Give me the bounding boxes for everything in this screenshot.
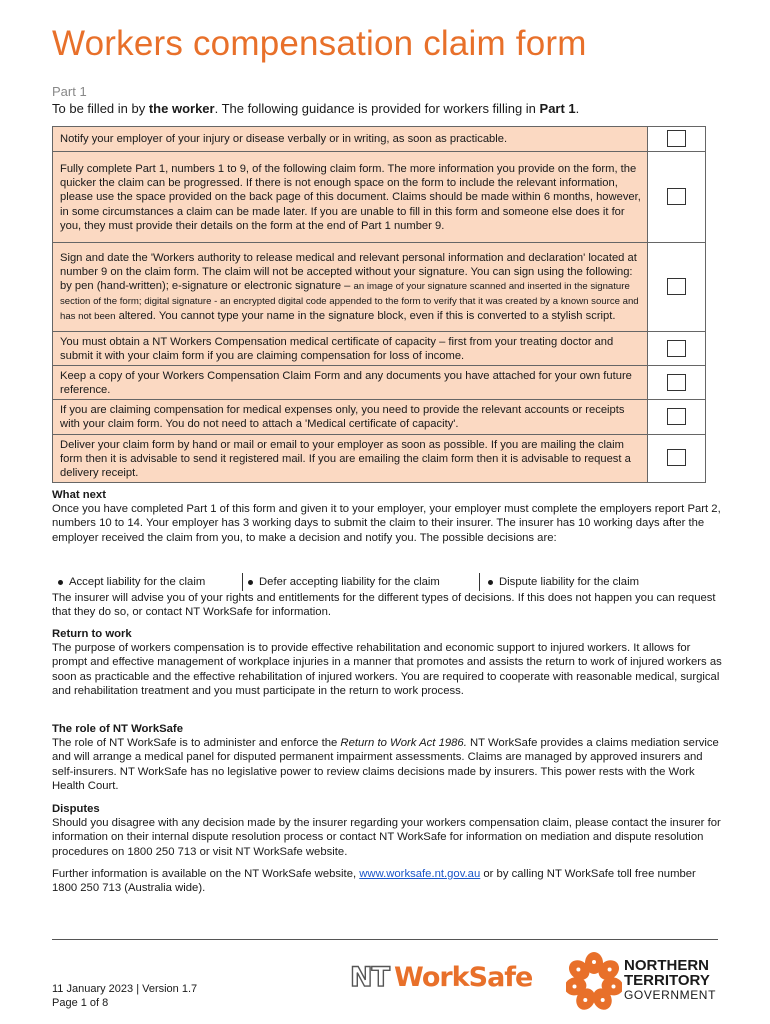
section-body: Once you have completed Part 1 of this form and given it to your employer, your employer must complete the employers report Part 2, numbers 10 to 14. Your employer has 3 working days to submit the claim to their insurer. The insurer has 10 working days after the employer received the claim from you, to make a decision and notify you. The possible decisions are: (52, 503, 721, 544)
checklist-checkbox[interactable] (667, 130, 686, 147)
role-section (52, 722, 722, 793)
what-next-after (52, 591, 722, 619)
bullet-icon (488, 580, 493, 585)
page-title: Workers compensation claim form (52, 24, 587, 63)
checklist-row (53, 152, 706, 243)
checklist-item-main: Sign and date the 'Workers authority to release medical and relevant personal information and declaration' located at number 9 on the claim form. The claim will not be accepted without your signature. You can sign using the following: by pen (hand-written); e-signature or electronic signature – (60, 251, 637, 292)
decision-item: Dispute liability for the claim (488, 576, 639, 588)
checklist-item-text: Keep a copy of your Workers Compensation Claim Form and any documents you have attached for your own future reference. (53, 366, 648, 400)
footer-divider (52, 939, 718, 940)
intro-suffix: . (575, 101, 580, 116)
section-body: The purpose of workers compensation is to provide effective rehabilitation and economic support to injured workers. It allows for prompt and effective management of workplace injuries in a manner that promotes and assists the return to work of injured workers as soon as practicable and the effective rehabilitation of injured workers. You are required to cooperate with reasonable medical, surgical and rehabilitation treatment and you must participate in the return to work process. (52, 642, 722, 697)
checklist-item-small: an image of your signature scanned and inserted in the signature section of the form; digital signature - an encrypted digital code appended to the form to verify that it was created by a known source and has not been (60, 280, 639, 323)
checklist-row (53, 332, 706, 366)
government-wordmark: NORTHERN TERRITORY GOVERNMENT (624, 957, 717, 1002)
checklist-item-text: You must obtain a NT Workers Compensation medical certificate of capacity – first from your treating doctor and submit it with your claim form if you are claiming compensation for loss of income. (53, 332, 648, 366)
section-body: Further information is available on the NT WorkSafe website, www.worksafe.nt.gov.au or by calling NT WorkSafe toll free number 1800 250 713 (Australia wide). (52, 868, 696, 895)
desert-rose-icon (566, 952, 622, 1010)
decision-item: Defer accepting liability for the claim (248, 576, 440, 588)
nt-worksafe-logo: NT WorkSafe (350, 962, 533, 993)
checklist-item-text: Deliver your claim form by hand or mail or email to your employer as soon as possible. If you are mailing the claim form then it is advisable to send it registered mail. If you are emailing the claim form then it is advisable to request a delivery receipt. (53, 434, 648, 482)
section-heading: Disputes (52, 803, 100, 815)
intro-text (52, 101, 579, 116)
worker-checklist (52, 126, 706, 483)
section-body: The insurer will advise you of your rights and entitlements for the different types of decisions. If this does not happen you can request that they do so, or contact NT WorkSafe for information. (52, 592, 716, 619)
intro-prefix: To be filled in by (52, 101, 149, 116)
checklist-row (53, 400, 706, 434)
worksafe-website-link[interactable]: www.worksafe.nt.gov.au (359, 868, 481, 880)
part-label: Part 1 (52, 84, 87, 99)
checklist-item-text: Fully complete Part 1, numbers 1 to 9, of the following claim form. The more information you provide on the form, the quicker the claim can be progressed. If there is not enough space on the form to include the relevant information, please use the space provided on the back page of this document. Claims should be made within 6 months, however, in some circumstances a claim can be made later. If you are unable to fill in this form and someone else does it for you, they must provide their details on the form at the end of Part 1 number 9. (53, 152, 648, 243)
section-body: Should you disagree with any decision made by the insurer regarding your workers compensation claim, please contact the insurer for information on their internal dispute resolution process or contact NT WorkSafe for information on mediation and dispute resolution procedures on 1800 250 713 or visit NT WorkSafe website. (52, 817, 721, 858)
section-heading: What next (52, 489, 106, 501)
checklist-checkbox[interactable] (667, 340, 686, 357)
bullet-icon (248, 580, 253, 585)
checklist-row (53, 243, 706, 332)
act-title: Return to Work Act 1986. (340, 737, 467, 750)
checklist-checkbox[interactable] (667, 188, 686, 205)
checklist-row (53, 434, 706, 482)
divider (242, 573, 243, 591)
intro-bold-part: Part 1 (539, 101, 576, 116)
section-heading: The role of NT WorkSafe (52, 723, 183, 735)
section-body: The role of NT WorkSafe is to administer and enforce the Return to Work Act 1986. NT WorkSafe provides a claims mediation service and will arrange a medical panel for disputed permanent impairment assessments. Claims are managed by approved insurers and self-insurers. NT WorkSafe has no legislative power to review claims decisions made by insurers. This power rests with the Work Health Court. (52, 737, 719, 792)
nt-government-logo (566, 952, 726, 1010)
checklist-item-tail: altered. You cannot type your name in the signature block, even if this is converted to a stylish script. (118, 310, 616, 323)
footer-meta (52, 982, 197, 1010)
bullet-icon (58, 580, 63, 585)
page-number: Page 1 of 8 (52, 997, 109, 1009)
checklist-item-text: If you are claiming compensation for medical expenses only, you need to provide the relevant accounts or receipts with your claim form. You do not need to attach a 'Medical certificate of capacity'. (53, 400, 648, 434)
what-next-section (52, 488, 722, 545)
further-info (52, 867, 722, 895)
date-version: 11 January 2023 | Version 1.7 (52, 983, 198, 995)
checklist-row (53, 366, 706, 400)
checklist-checkbox[interactable] (667, 278, 686, 295)
intro-bold-worker: the worker (148, 101, 215, 116)
disputes-section (52, 802, 722, 859)
return-to-work-section (52, 627, 722, 698)
section-heading: Return to work (52, 628, 132, 640)
possible-decisions (58, 573, 678, 591)
decision-item: Accept liability for the claim (58, 576, 205, 588)
checklist-row (53, 127, 706, 152)
divider (479, 573, 480, 591)
checklist-item-text: Notify your employer of your injury or disease verbally or in writing, as soon as practicable. (53, 127, 648, 152)
checklist-checkbox[interactable] (667, 374, 686, 391)
intro-middle: . The following guidance is provided for workers filling in (214, 101, 540, 116)
checklist-item-text (53, 243, 648, 332)
checklist-checkbox[interactable] (667, 408, 686, 425)
checklist-checkbox[interactable] (667, 449, 686, 466)
